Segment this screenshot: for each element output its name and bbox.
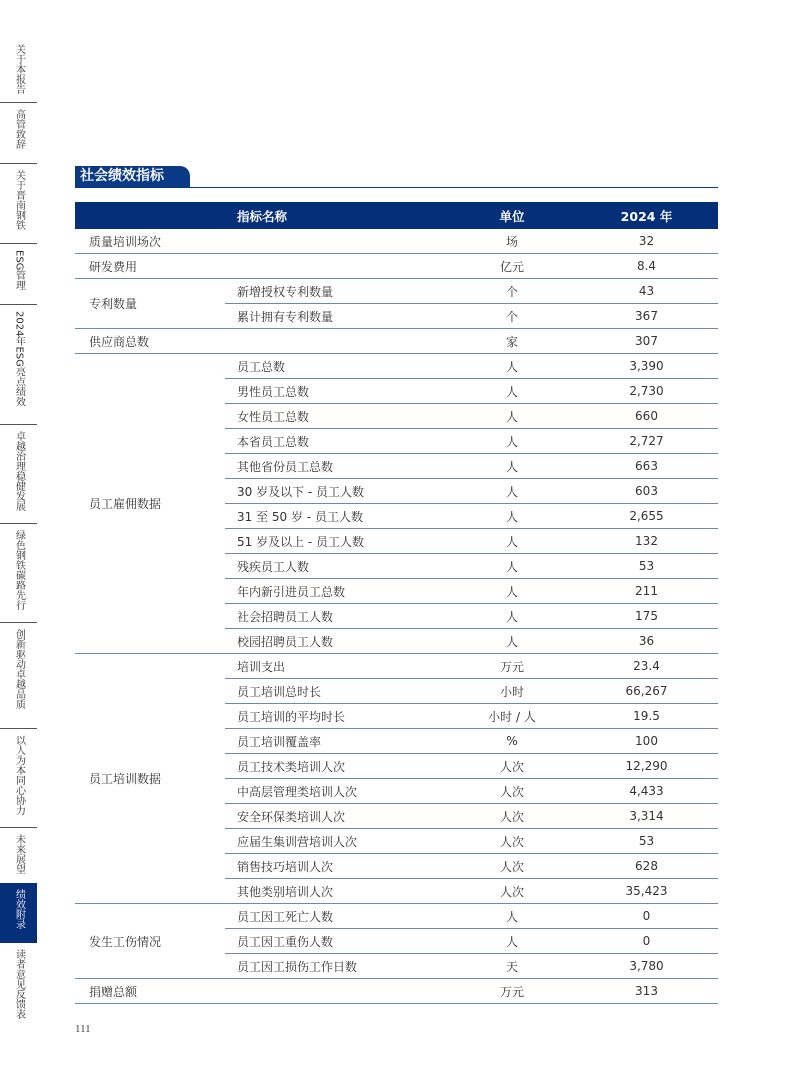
indicator-value: 3,314 [575,804,718,829]
header-indicator-name: 指标名称 [75,202,449,229]
indicator-name: 质量培训场次 [75,229,449,254]
indicator-name: 员工技术类培训人次 [225,754,449,779]
indicator-name: 员工因工损伤工作日数 [225,954,449,979]
indicator-value: 43 [575,279,718,304]
indicator-name: 员工因工重伤人数 [225,929,449,954]
indicator-unit: 天 [449,954,575,979]
indicator-value: 19.5 [575,704,718,729]
indicator-unit: 人次 [449,829,575,854]
indicator-name: 供应商总数 [75,329,449,354]
table-row [75,329,718,354]
nav-item-label: 未来展望 [13,834,25,874]
indicator-value: 100 [575,729,718,754]
indicator-value: 3,780 [575,954,718,979]
nav-item-7[interactable] [0,524,37,623]
indicator-name: 应届生集训营培训人次 [225,829,449,854]
indicator-unit: 万元 [449,979,575,1004]
indicator-value: 367 [575,304,718,329]
indicator-unit: 亿元 [449,254,575,279]
indicator-value: 313 [575,979,718,1004]
nav-item-label: 高管致辞 [13,109,25,149]
nav-item-label: 创新驱动卓越品质 [13,629,25,709]
nav-item-8[interactable] [0,623,37,729]
table-row [75,904,718,929]
nav-item-9[interactable] [0,729,37,828]
nav-item-4[interactable] [0,244,37,305]
nav-item-label: 绿色钢铁碳路先行 [13,530,25,610]
table-header-row [75,202,718,229]
indicator-value: 2,655 [575,504,718,529]
indicator-unit: 人次 [449,854,575,879]
indicator-unit: 人次 [449,879,575,904]
nav-item-label: 读者意见反馈表 [13,949,25,1019]
indicator-unit: % [449,729,575,754]
indicator-value: 663 [575,454,718,479]
indicator-name: 捐赠总额 [75,979,449,1004]
indicator-value: 0 [575,904,718,929]
indicator-name: 安全环保类培训人次 [225,804,449,829]
indicator-unit: 小时 / 人 [449,704,575,729]
nav-item-5[interactable] [0,305,37,425]
row-group-label: 专利数量 [75,279,225,329]
indicator-unit: 万元 [449,654,575,679]
indicator-name: 累计拥有专利数量 [225,304,449,329]
indicator-unit: 人 [449,504,575,529]
indicator-value: 660 [575,404,718,429]
indicator-value: 53 [575,829,718,854]
indicator-name: 研发费用 [75,254,449,279]
social-performance-table [75,202,718,1004]
indicator-value: 36 [575,629,718,654]
nav-item-10[interactable] [0,828,37,883]
indicator-value: 53 [575,554,718,579]
indicator-name: 残疾员工人数 [225,554,449,579]
indicator-unit: 家 [449,329,575,354]
indicator-name: 员工培训的平均时长 [225,704,449,729]
nav-item-label: 卓越治理稳健发展 [13,431,25,511]
section-title: 社会绩效指标 [75,166,190,187]
indicator-unit: 人次 [449,779,575,804]
indicator-unit: 人 [449,454,575,479]
indicator-value: 211 [575,579,718,604]
indicator-unit: 个 [449,279,575,304]
page-number: 111 [75,1023,91,1035]
indicator-name: 31 至 50 岁 - 员工人数 [225,504,449,529]
indicator-name: 销售技巧培训人次 [225,854,449,879]
indicator-unit: 人 [449,529,575,554]
indicator-name: 本省员工总数 [225,429,449,454]
nav-item-label: ESG管理 [13,250,25,291]
nav-item-label: 关于本报告 [13,44,25,94]
table-row [75,654,718,679]
indicator-unit: 人 [449,479,575,504]
indicator-unit: 人 [449,404,575,429]
indicator-name: 51 岁及以上 - 员工人数 [225,529,449,554]
header-year: 2024 年 [575,202,718,229]
indicator-name: 新增授权专利数量 [225,279,449,304]
table-row [75,254,718,279]
indicator-value: 35,423 [575,879,718,904]
indicator-value: 8.4 [575,254,718,279]
indicator-unit: 人 [449,604,575,629]
indicator-value: 628 [575,854,718,879]
indicator-name: 社会招聘员工人数 [225,604,449,629]
nav-item-6[interactable] [0,425,37,524]
table-row [75,979,718,1004]
indicator-name: 员工因工死亡人数 [225,904,449,929]
indicator-value: 12,290 [575,754,718,779]
indicator-name: 员工总数 [225,354,449,379]
indicator-unit: 人 [449,379,575,404]
indicator-value: 2,727 [575,429,718,454]
indicator-value: 175 [575,604,718,629]
indicator-value: 3,390 [575,354,718,379]
indicator-name: 女性员工总数 [225,404,449,429]
indicator-name: 培训支出 [225,654,449,679]
indicator-name: 年内新引进员工总数 [225,579,449,604]
indicator-name: 男性员工总数 [225,379,449,404]
indicator-name: 员工培训总时长 [225,679,449,704]
indicator-unit: 个 [449,304,575,329]
header-unit: 单位 [449,202,575,229]
indicator-value: 66,267 [575,679,718,704]
row-group-label: 发生工伤情况 [75,904,225,979]
row-group-label: 员工雇佣数据 [75,354,225,654]
indicator-unit: 人 [449,904,575,929]
nav-item-3[interactable] [0,164,37,244]
indicator-unit: 人 [449,354,575,379]
indicator-name: 其他省份员工总数 [225,454,449,479]
nav-item-label: 以人为本同心协力 [13,735,25,815]
indicator-name: 30 岁及以下 - 员工人数 [225,479,449,504]
row-group-label: 员工培训数据 [75,654,225,904]
indicator-value: 132 [575,529,718,554]
nav-item-11[interactable] [0,883,37,943]
indicator-unit: 小时 [449,679,575,704]
indicator-unit: 人 [449,629,575,654]
table-row [75,279,718,304]
indicator-value: 4,433 [575,779,718,804]
indicator-value: 0 [575,929,718,954]
indicator-unit: 人 [449,579,575,604]
table-row [75,229,718,254]
indicator-value: 307 [575,329,718,354]
indicator-name: 员工培训覆盖率 [225,729,449,754]
indicator-value: 23.4 [575,654,718,679]
indicator-unit: 人次 [449,804,575,829]
indicator-unit: 场 [449,229,575,254]
nav-item-label: 2024年ESG亮点绩效 [13,311,25,407]
nav-item-1[interactable] [0,38,37,103]
indicator-unit: 人 [449,929,575,954]
indicator-name: 中高层管理类培训人次 [225,779,449,804]
table-body [75,229,718,1004]
table-row [75,354,718,379]
indicator-unit: 人次 [449,754,575,779]
nav-item-label: 绩效附录 [13,889,25,929]
nav-item-12[interactable] [0,943,37,1063]
indicator-name: 校园招聘员工人数 [225,629,449,654]
indicator-unit: 人 [449,554,575,579]
section-divider [75,187,718,188]
indicator-unit: 人 [449,429,575,454]
indicator-name: 其他类别培训人次 [225,879,449,904]
indicator-value: 32 [575,229,718,254]
indicator-value: 603 [575,479,718,504]
nav-item-label: 关于晋南钢铁 [13,170,25,230]
indicator-value: 2,730 [575,379,718,404]
nav-item-2[interactable] [0,103,37,164]
